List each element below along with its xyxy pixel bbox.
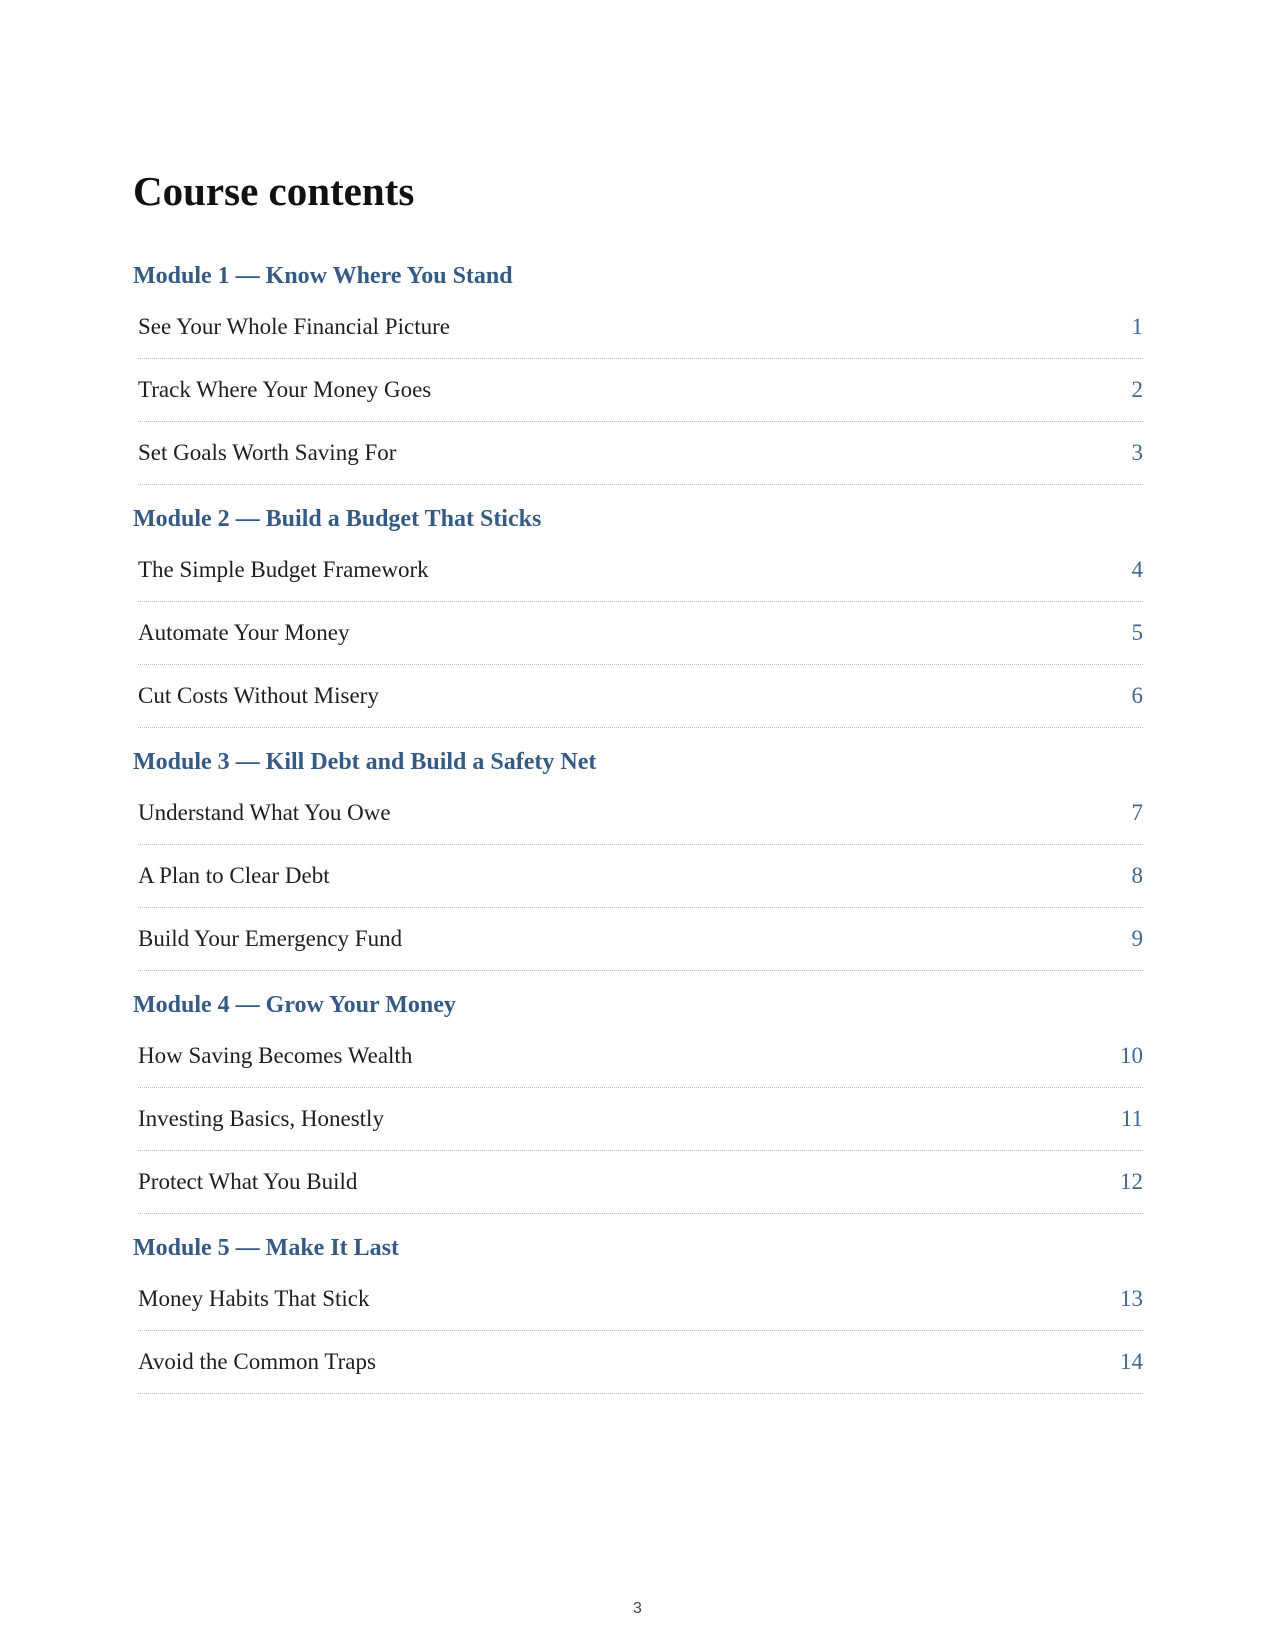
toc-entry-page-number: 14	[1120, 1349, 1143, 1374]
toc-entry-page-number: 9	[1131, 926, 1143, 951]
module-1	[133, 256, 1143, 485]
module-entry-list	[133, 539, 1143, 728]
toc-entry-title: See Your Whole Financial Picture	[138, 314, 450, 339]
toc-entry-title: Understand What You Owe	[138, 800, 391, 825]
toc-entry-page-number: 7	[1131, 800, 1143, 825]
toc-entry[interactable]	[138, 1331, 1143, 1394]
toc-entry[interactable]	[138, 1088, 1143, 1151]
toc-entry-title: The Simple Budget Framework	[138, 557, 429, 582]
module-heading: Module 4 — Grow Your Money	[133, 992, 456, 1018]
toc-entry-title: Track Where Your Money Goes	[138, 377, 432, 402]
page-title: Course contents	[133, 168, 415, 214]
toc-entry[interactable]	[138, 908, 1143, 971]
toc-entry-page-number: 13	[1120, 1286, 1143, 1311]
module-heading: Module 2 — Build a Budget That Sticks	[133, 506, 542, 532]
toc-entry-title: How Saving Becomes Wealth	[138, 1043, 413, 1068]
toc-entry-page-number: 12	[1120, 1169, 1143, 1194]
toc-entry[interactable]	[138, 665, 1143, 728]
toc-entry[interactable]	[138, 539, 1143, 602]
module-4	[133, 985, 1143, 1214]
toc-entry-page-number: 2	[1131, 377, 1143, 402]
toc-entry-page-number: 5	[1131, 620, 1143, 645]
toc-entry-page-number: 11	[1120, 1106, 1143, 1131]
toc-entry[interactable]	[138, 422, 1143, 485]
toc-entry[interactable]	[138, 1268, 1143, 1331]
module-entry-list	[133, 1025, 1143, 1214]
toc-entry-title: Build Your Emergency Fund	[138, 926, 403, 951]
toc-entry-title: A Plan to Clear Debt	[138, 863, 330, 888]
toc-entry[interactable]	[138, 602, 1143, 665]
toc-entry-page-number: 4	[1131, 557, 1143, 582]
module-2	[133, 499, 1143, 728]
module-3	[133, 742, 1143, 971]
toc-entry[interactable]	[138, 359, 1143, 422]
toc-entry[interactable]	[138, 782, 1143, 845]
module-5	[133, 1228, 1143, 1394]
page-number: 3	[633, 1600, 642, 1617]
toc-entry-page-number: 6	[1131, 683, 1143, 708]
module-heading: Module 5 — Make It Last	[133, 1235, 399, 1261]
toc-entry[interactable]	[138, 845, 1143, 908]
module-entry-list	[133, 296, 1143, 485]
toc-entry-page-number: 3	[1131, 440, 1143, 465]
module-heading: Module 1 — Know Where You Stand	[133, 263, 513, 289]
toc-entry-title: Set Goals Worth Saving For	[138, 440, 397, 465]
toc-entry-page-number: 1	[1131, 314, 1143, 339]
toc-entry-title: Protect What You Build	[138, 1169, 358, 1194]
toc-entry[interactable]	[138, 1151, 1143, 1214]
toc-entry[interactable]	[138, 296, 1143, 359]
module-heading: Module 3 — Kill Debt and Build a Safety Net	[133, 749, 597, 775]
toc-entry-page-number: 10	[1120, 1043, 1143, 1068]
module-entry-list	[133, 1268, 1143, 1394]
toc-entry-title: Avoid the Common Traps	[138, 1349, 376, 1374]
toc-entry[interactable]	[138, 1025, 1143, 1088]
toc-entry-title: Automate Your Money	[138, 620, 350, 645]
toc-entry-page-number: 8	[1131, 863, 1143, 888]
module-entry-list	[133, 782, 1143, 971]
toc-entry-title: Money Habits That Stick	[138, 1286, 370, 1311]
toc-entry-title: Investing Basics, Honestly	[138, 1106, 384, 1131]
table-of-contents	[133, 256, 1143, 1394]
toc-entry-title: Cut Costs Without Misery	[138, 683, 379, 708]
